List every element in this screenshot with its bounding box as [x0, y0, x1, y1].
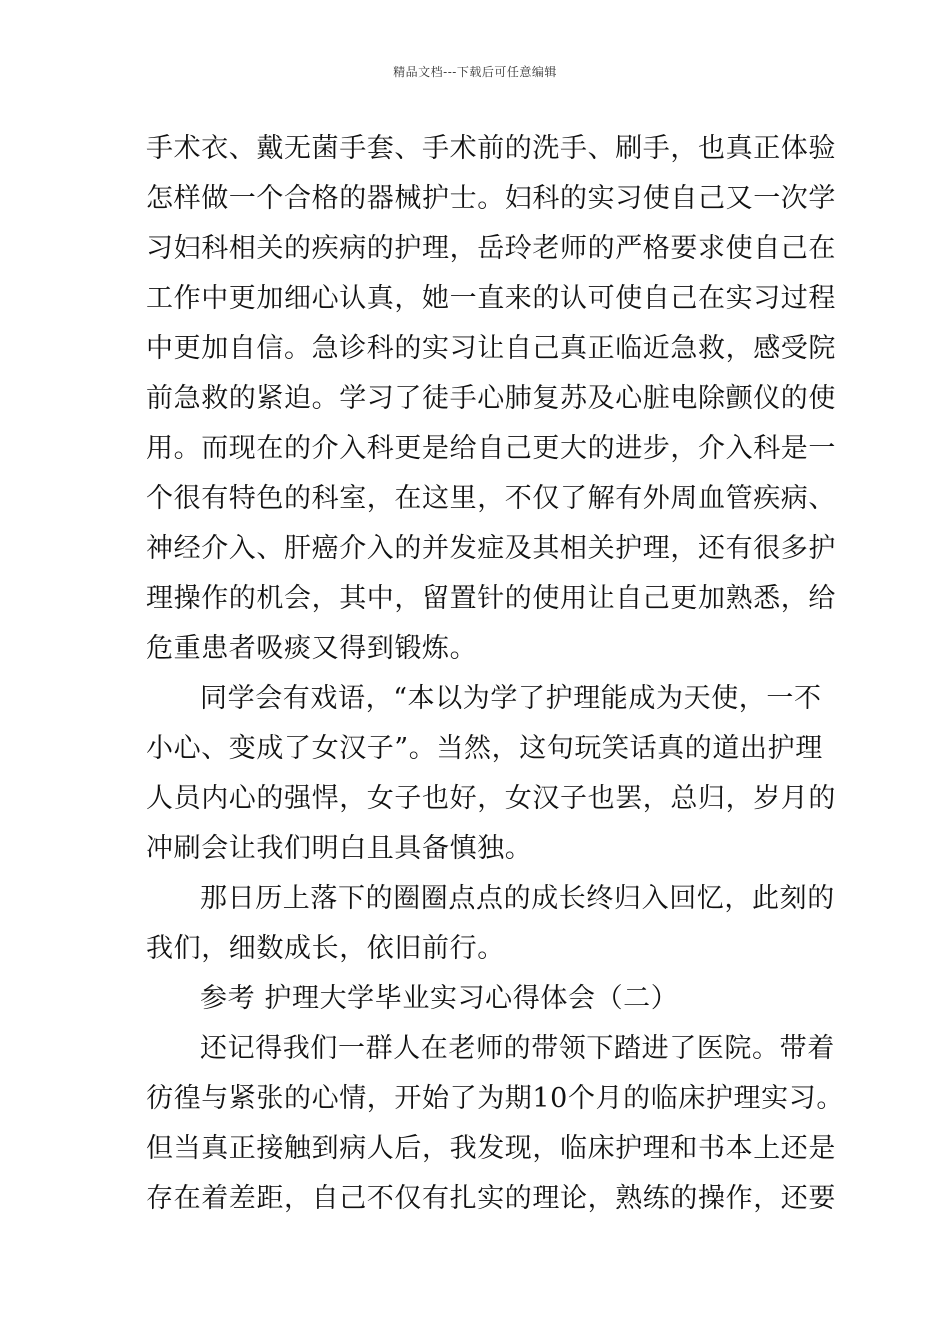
paragraph-start-line: 那日历上落下的圈圈点点的成长终归入回忆，此刻的: [200, 883, 835, 914]
text-line: 前急救的紧迫。学习了徒手心肺复苏及心脏电除颤仪的使: [146, 383, 836, 414]
text-line: 怎样做一个合格的器械护士。妇科的实习使自己又一次学: [146, 183, 836, 214]
text-line: 工作中更加细心认真，她一直来的认可使自己在实习过程: [146, 283, 836, 314]
text-line: 中更加自信。急诊科的实习让自己真正临近急救，感受院: [146, 333, 836, 364]
text-line: 危重患者吸痰又得到锻炼。: [146, 633, 478, 664]
text-line: 小心、变成了女汉子”。当然，这句玩笑话真的道出护理: [146, 733, 823, 764]
text-line: 彷徨与紧张的心情，开始了为期10个月的临床护理实习。: [146, 1083, 844, 1114]
text-line: 手术衣、戴无菌手套、手术前的洗手、刷手，也真正体验: [146, 133, 836, 164]
section-heading: 参考 护理大学毕业实习心得体会（二）: [200, 983, 679, 1014]
text-line: 我们，细数成长，依旧前行。: [146, 933, 505, 964]
text-line: 人员内心的强悍，女子也好，女汉子也罢，总归，岁月的: [146, 783, 836, 814]
text-line: 但当真正接触到病人后，我发现，临床护理和书本上还是: [146, 1133, 836, 1164]
page-header: 精品文档---下载后可任意编辑: [393, 65, 557, 79]
text-line: 个很有特色的科室，在这里，不仅了解有外周血管疾病、: [146, 483, 836, 514]
text-line: 冲刷会让我们明白且具备慎独。: [146, 833, 533, 864]
paragraph-start-line: 同学会有戏语，“本以为学了护理能成为天使，一不: [200, 683, 822, 714]
text-line: 存在着差距，自己不仅有扎实的理论，熟练的操作，还要: [146, 1183, 836, 1214]
document-body: [146, 124, 844, 1224]
text-line: 习妇科相关的疾病的护理，岳玲老师的严格要求使自己在: [146, 233, 836, 264]
text-line: 用。而现在的介入科更是给自己更大的进步，介入科是一: [146, 433, 836, 464]
text-line: 神经介入、肝癌介入的并发症及其相关护理，还有很多护: [146, 533, 836, 564]
text-line: 理操作的机会，其中，留置针的使用让自己更加熟悉，给: [146, 583, 836, 614]
paragraph-start-line: 还记得我们一群人在老师的带领下踏进了医院。带着: [200, 1033, 835, 1064]
